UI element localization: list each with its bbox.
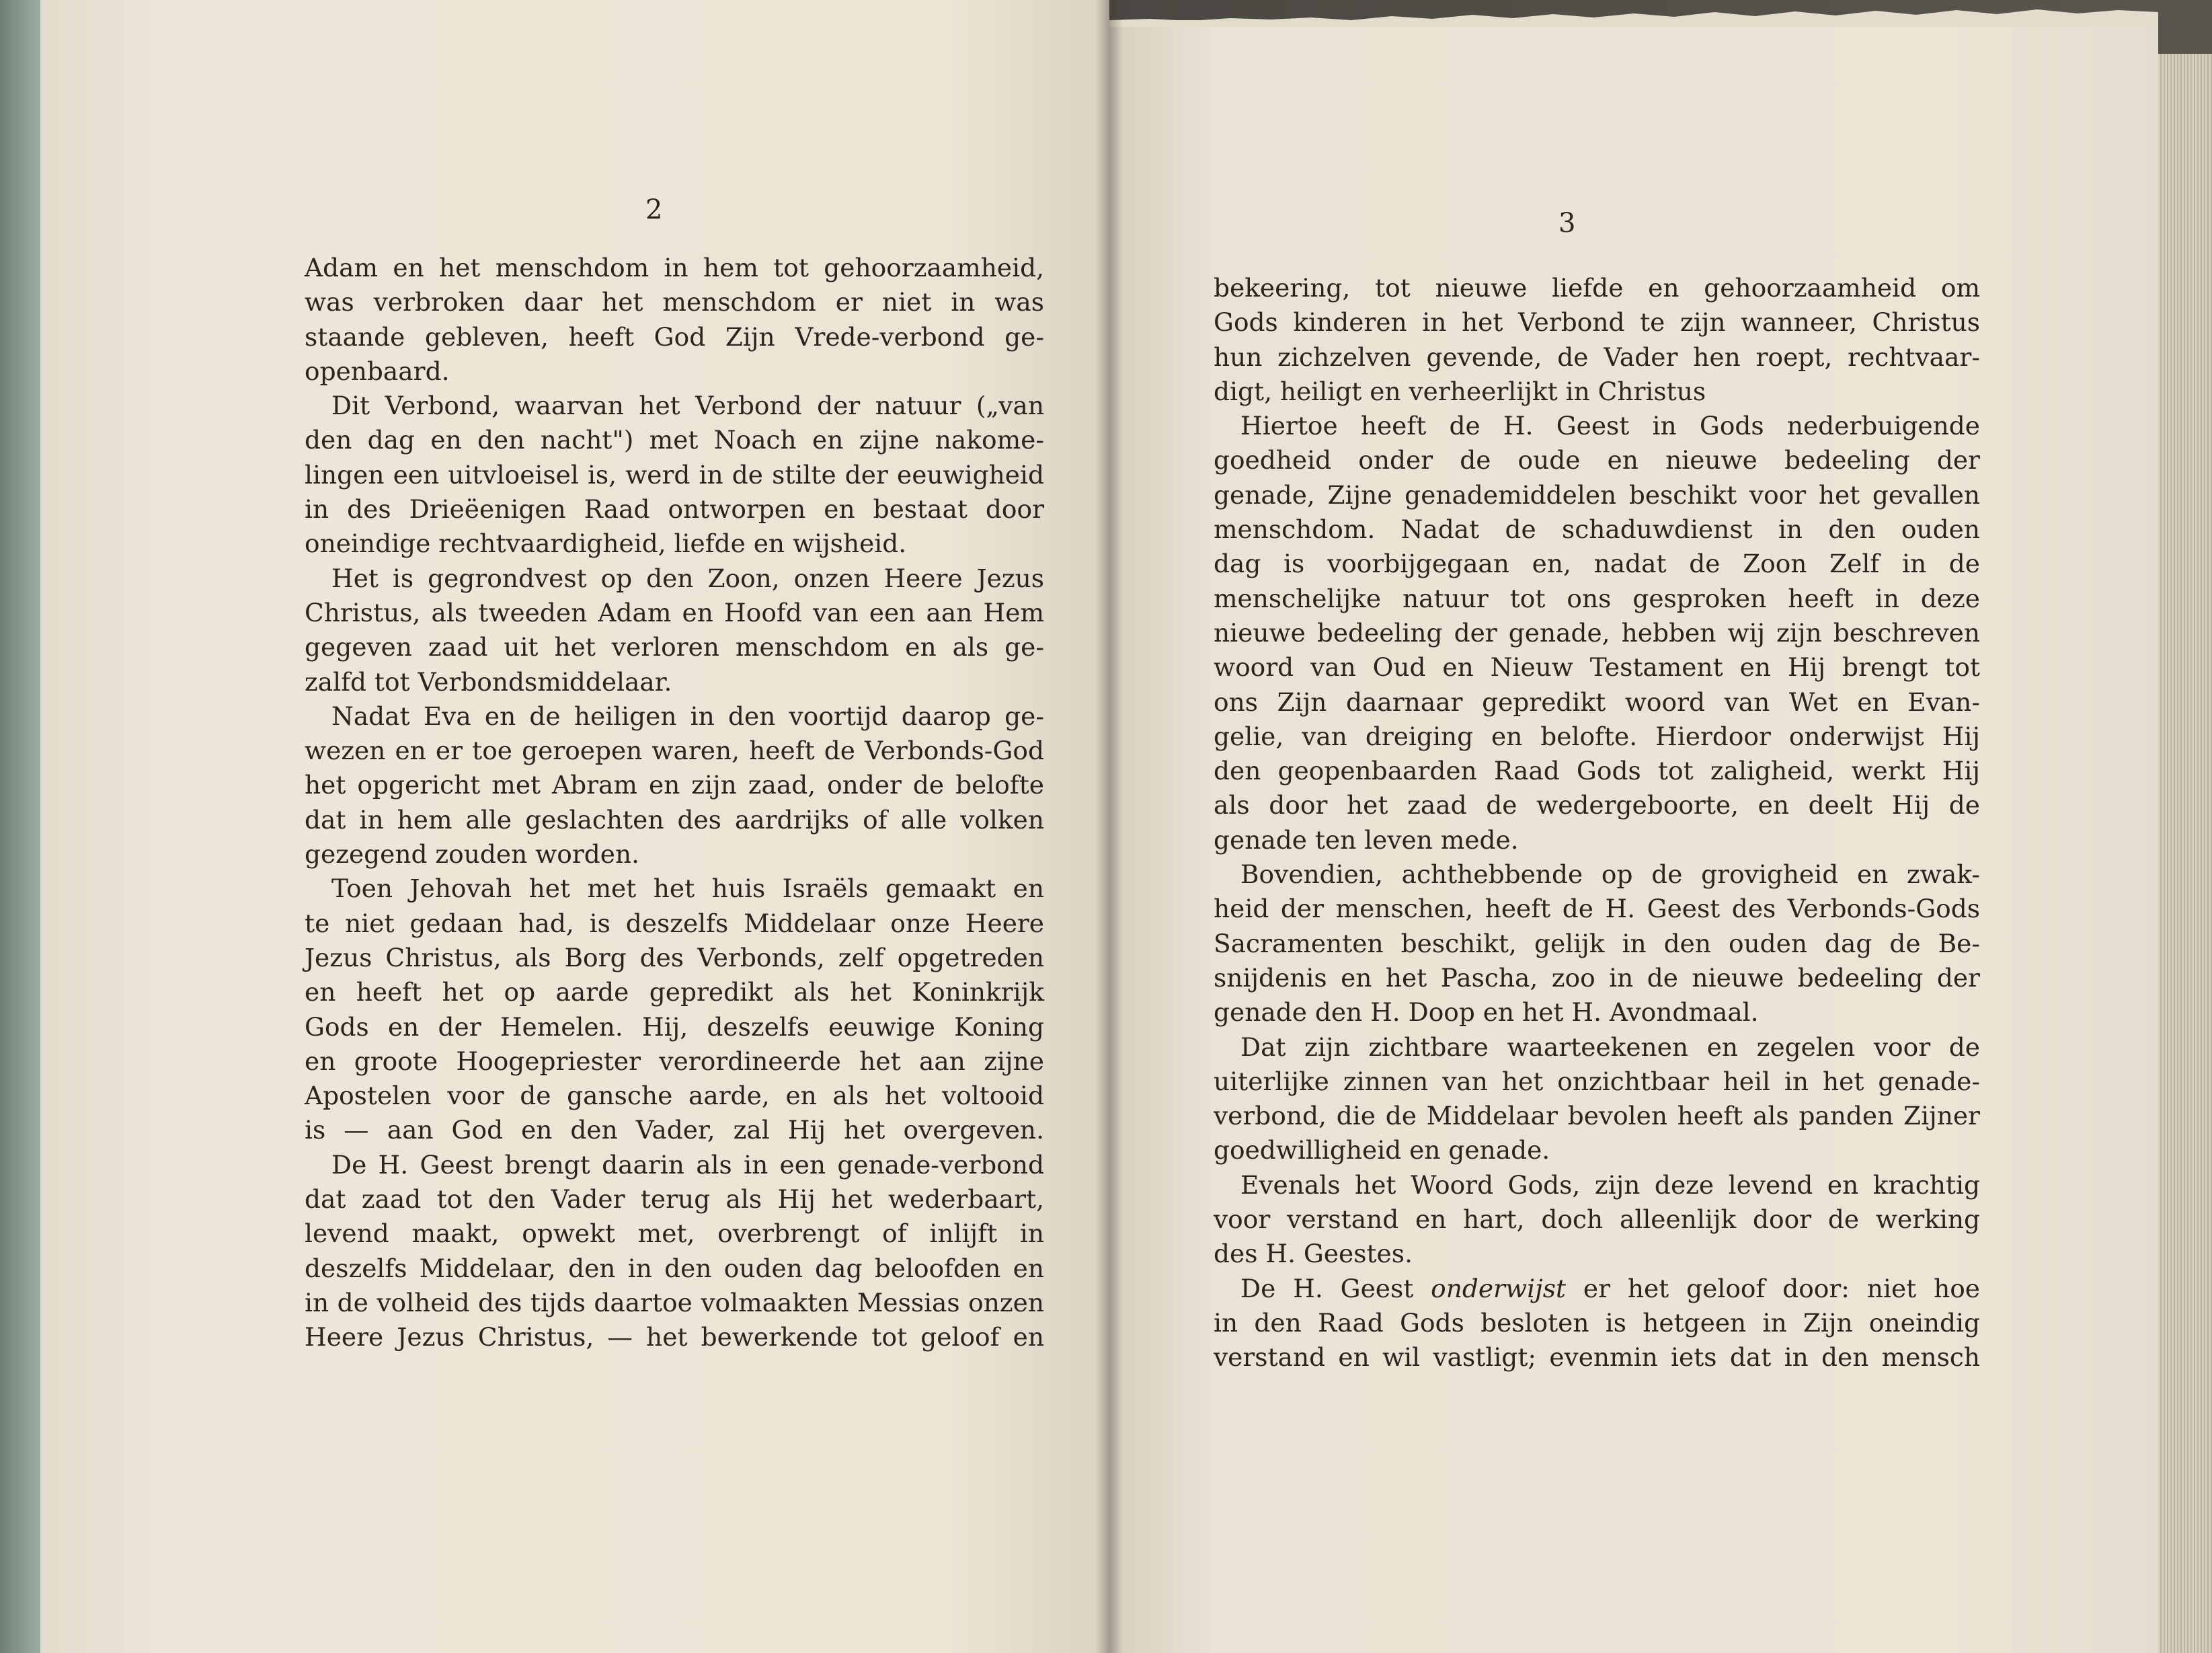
left-page — [40, 0, 1109, 1653]
text-line: des H. Geestes. — [1214, 1239, 1413, 1269]
text-line: Adam en het menschdom in hem tot gehoorzaamheid, — [305, 253, 1044, 282]
text-line: nieuwe bedeeling der genade, hebben wij zijn beschreven — [1214, 617, 1980, 648]
text-line: menschdom. Nadat de schaduwdienst in den ouden — [1214, 514, 1980, 545]
text-line: ons Zijn daarnaar gepredikt woord van Wet en Evan- — [1214, 687, 1980, 717]
text-line: Hiertoe heeft de H. Geest in Gods nederbuigende — [1240, 411, 1980, 441]
right-page — [1109, 20, 2158, 1653]
text-line: den dag en den nacht") met Noach en zijne nakome- — [305, 425, 1044, 455]
text-line: Nadat Eva en de heiligen in den voortijd daarop ge- — [331, 701, 1044, 731]
text-line: hun zichzelven gevende, de Vader hen roept, rechtvaar- — [1214, 342, 1980, 372]
text-line: De H. Geest onderwijst er het geloof door: niet hoe — [1240, 1273, 1980, 1303]
text-line: en heeft het op aarde gepredikt als het Koninkrijk — [305, 977, 1044, 1007]
text-line: genade, Zijne genademiddelen beschikt voor het gevallen — [1214, 479, 1980, 510]
text-line: Apostelen voor de gansche aarde, en als het voltooid — [305, 1081, 1044, 1111]
text-line: verstand en wil vastligt; evenmin iets dat in den mensch — [1214, 1342, 1980, 1373]
text-line: voor verstand en hart, doch alleenlijk door de werking — [1214, 1204, 1980, 1235]
text-line: Dat zijn zichtbare waarteekenen en zegelen voor de — [1240, 1032, 1980, 1062]
text-line: Dit Verbond, waarvan het Verbond der natuur („van — [331, 391, 1044, 421]
text-line: in de volheid des tijds daartoe volmaakten Messias onzen — [305, 1287, 1044, 1317]
page-stack-edge — [2151, 54, 2212, 1653]
text-line: zalfd tot Verbondsmiddelaar. — [305, 666, 672, 697]
text-line: dat in hem alle geslachten des aardrijks of alle volken — [305, 804, 1044, 835]
text-line: verbond, die de Middelaar bevolen heeft als panden Zijner — [1214, 1101, 1980, 1131]
text-line: Het is gegrondvest op den Zoon, onzen Heere Jezus — [331, 563, 1044, 593]
text-line: uiterlijke zinnen van het onzichtbaar heil in het genade- — [1214, 1066, 1980, 1096]
text-line: Evenals het Woord Gods, zijn deze levend en krachtig — [1240, 1169, 1980, 1200]
text-line: genade den H. Doop en het H. Avondmaal. — [1214, 997, 1759, 1028]
text-line: lingen een uitvloeisel is, werd in de stilte der eeuwigheid — [305, 459, 1044, 490]
text-line: genade ten leven mede. — [1214, 824, 1519, 855]
text-line: Bovendien, achthebbende op de grovigheid en zwak- — [1240, 859, 1980, 890]
text-line: staande gebleven, heeft God Zijn Vrede-verbond ge- — [305, 321, 1044, 352]
text-line: Gods kinderen in het Verbond te zijn wanneer, Christus — [1214, 307, 1980, 338]
page-number: 3 — [1558, 208, 1576, 239]
text-line: als door het zaad de wedergeboorte, en deelt Hij de — [1214, 790, 1980, 820]
text-line: is — aan God en den Vader, zal Hij het overgeven. — [305, 1115, 1044, 1145]
text-line: Jezus Christus, als Borg des Verbonds, zelf opgetreden — [305, 942, 1044, 972]
text-line: goedheid onder de oude en nieuwe bedeeling der — [1214, 445, 1980, 475]
page-number: 2 — [645, 194, 663, 225]
text-line: menschelijke natuur tot ons gesproken heeft in deze — [1214, 583, 1980, 613]
torn-page-edge — [1109, 8, 2158, 27]
text-line: gezegend zouden worden. — [305, 839, 640, 870]
text-line: oneindige rechtvaardigheid, liefde en wijsheid. — [305, 529, 907, 559]
text-line: heid der menschen, heeft de H. Geest des Verbonds-Gods — [1214, 894, 1980, 924]
text-line: dag is voorbijgegaan en, nadat de Zoon Zelf in de — [1214, 549, 1980, 579]
emphasized-word: onderwijst — [1431, 1273, 1567, 1303]
text-line: in des Drieëenigen Raad ontworpen en bestaat door — [305, 494, 1044, 525]
text-line: was verbroken daar het menschdom er niet in was — [305, 287, 1044, 317]
text-line: dat zaad tot den Vader terug als Hij het wederbaart, — [305, 1184, 1044, 1215]
text-line: Heere Jezus Christus, — het bewerkende tot geloof en — [305, 1322, 1044, 1352]
text-line: den geopenbaarden Raad Gods tot zaligheid, werkt Hij — [1214, 756, 1980, 786]
text-line: wezen en er toe geroepen waren, heeft de Verbonds-God — [305, 736, 1044, 766]
right-page-text — [1214, 271, 1980, 1375]
text-line: woord van Oud en Nieuw Testament en Hij brengt tot — [1214, 652, 1980, 683]
text-line: levend maakt, opwekt met, overbrengt of inlijft in — [305, 1219, 1044, 1249]
text-line: gelie, van dreiging en belofte. Hierdoor onderwijst Hij — [1214, 721, 1980, 751]
text-line: bekeering, tot nieuwe liefde en gehoorzaamheid om — [1214, 273, 1980, 303]
text-line: openbaard. — [305, 356, 450, 386]
text-line: deszelfs Middelaar, den in den ouden dag beloofden en — [305, 1253, 1044, 1283]
left-page-text — [305, 251, 1044, 1355]
text-line: De H. Geest brengt daarin als in een genade-verbond — [331, 1149, 1044, 1180]
text-line: het opgericht met Abram en zijn zaad, onder de belofte — [305, 770, 1044, 800]
book-gutter — [1096, 0, 1123, 1653]
text-line: Christus, als tweeden Adam en Hoofd van een aan Hem — [305, 597, 1044, 627]
text-line: in den Raad Gods besloten is hetgeen in Zijn oneindig — [1214, 1307, 1980, 1338]
text-line: digt, heiligt en verheerlijkt in Christus — [1214, 376, 1706, 406]
text-line: Toen Jehovah het met het huis Israëls gemaakt en — [331, 874, 1044, 904]
text-line: te niet gedaan had, is deszelfs Middelaar onze Heere — [305, 908, 1044, 938]
text-line: Gods en der Hemelen. Hij, deszelfs eeuwige Koning — [305, 1011, 1044, 1042]
text-line: Sacramenten beschikt, gelijk in den ouden dag de Be- — [1214, 928, 1980, 958]
text-line: goedwilligheid en genade. — [1214, 1135, 1550, 1165]
text-line: snijdenis en het Pascha, zoo in de nieuwe bedeeling der — [1214, 962, 1980, 993]
text-line: en groote Hoogepriester verordineerde het aan zijne — [305, 1046, 1044, 1076]
text-line: gegeven zaad uit het verloren menschdom en als ge- — [305, 632, 1044, 662]
